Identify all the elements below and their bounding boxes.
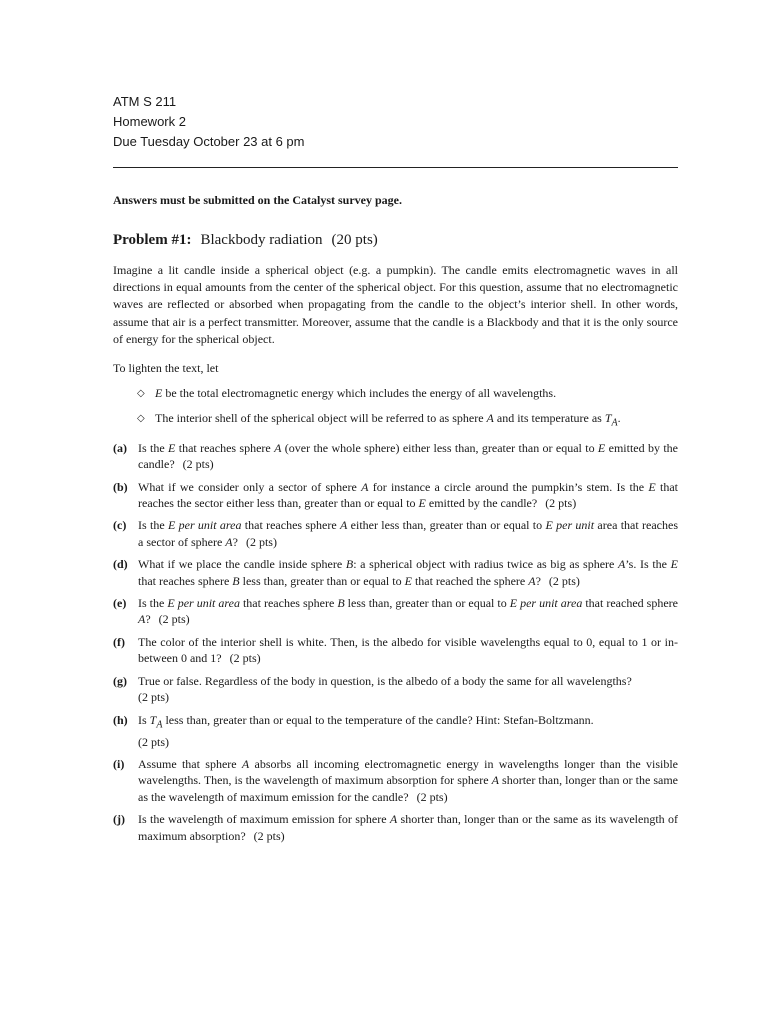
definition-item-sphere xyxy=(137,410,678,431)
problem-heading xyxy=(113,230,678,250)
question-points: (2 pts) xyxy=(245,534,277,549)
question-h xyxy=(113,712,678,750)
question-b xyxy=(113,479,678,511)
question-i xyxy=(113,756,678,805)
problem-number: Problem #1: xyxy=(113,232,192,248)
question-points: (2 pts) xyxy=(548,573,580,588)
question-text: The color of the interior shell is white. Then, is the albedo for visible wavelengths equal to 0, equal to 1 or in-between 0 and 1? (2 pts) xyxy=(138,635,678,666)
definition-text: and its temperature as xyxy=(493,411,605,426)
question-e xyxy=(113,595,678,627)
course-code: ATM S 211 xyxy=(113,94,177,109)
variable-e: E xyxy=(155,386,163,401)
question-text: Is the E that reaches sphere A (over the whole sphere) either less than, greater than or equal to E emitted by the candle? (2 pts) xyxy=(138,440,678,471)
problem-points: (20 pts) xyxy=(331,232,378,248)
definition-text: be the total electromagnetic energy which includes the energy of all wavelengths. xyxy=(162,386,557,401)
question-text: Is the E per unit area that reaches sphere A either less than, greater than or equal to E per unit area that reaches a sector of sphere A? (2 pts) xyxy=(138,518,678,549)
question-label: (g) xyxy=(113,674,127,689)
question-text: Assume that sphere A absorbs all incoming electromagnetic energy in wavelengths longer than the visible wavelengths. Then, is the wavelength of maximum absorption for sphere A shorter than, longer than or the same as the wavelength of maximum emission for the candle? (2 pts) xyxy=(138,757,678,804)
submission-notice: Answers must be submitted on the Catalyst survey page. xyxy=(113,193,403,207)
variable-t: T xyxy=(604,411,612,426)
question-f xyxy=(113,634,678,666)
diamond-bullet-icon: ◇ xyxy=(137,413,145,425)
question-text: Is $T_A$ less than, greater than or equal to the temperature of the candle? Hint: Stefan-Boltzmann. (2 pts) xyxy=(138,712,594,749)
question-points: (2 pts) xyxy=(253,828,285,843)
question-points: (2 pts) xyxy=(182,456,214,471)
question-label: (i) xyxy=(113,757,125,772)
variable-a: A xyxy=(486,411,494,426)
question-j xyxy=(113,811,678,843)
question-points: (2 pts) xyxy=(545,495,577,510)
document-header xyxy=(113,92,678,152)
question-text: What if we place the candle inside sphere B: a spherical object with radius twice as big as sphere A’s. Is the E that reaches sphere B less than, greater than or equal to E that reached the sphere A? (2 pts) xyxy=(138,557,678,588)
question-label: (c) xyxy=(113,518,127,533)
question-points: (2 pts) xyxy=(229,651,261,666)
definition-text: The interior shell of the spherical object will be referred to as sphere xyxy=(155,411,487,426)
question-label: (h) xyxy=(113,712,128,727)
due-date: Due Tuesday October 23 at 6 pm xyxy=(113,134,305,149)
question-label: (d) xyxy=(113,557,128,572)
question-label: (b) xyxy=(113,479,128,494)
question-points: (2 pts) xyxy=(138,734,169,749)
assignment-title: Homework 2 xyxy=(113,114,186,129)
lighten-text: To lighten the text, let xyxy=(113,361,219,376)
question-text: True or false. Regardless of the body in question, is the albedo of a body the same for all wavelengths? (2 pts) xyxy=(138,674,632,705)
variable-subscript: A xyxy=(611,417,618,429)
question-g xyxy=(113,673,678,705)
problem-title: Blackbody radiation xyxy=(200,232,323,248)
definition-list xyxy=(113,385,678,431)
question-label: (e) xyxy=(113,596,127,611)
header-divider xyxy=(113,167,678,168)
question-label: (f) xyxy=(113,635,125,650)
definition-item-energy xyxy=(137,385,678,402)
question-d xyxy=(113,556,678,588)
intro-paragraph: Imagine a lit candle inside a spherical object (e.g. a pumpkin). The candle emits electromagnetic waves in all directions in equal amounts from the center of the spherical object. For this question, assume that no electromagnetic waves are reflected or absorbed when propagating from the candle to the object’s interior shell. In other words, assume that air is a perfect transmitter. Moreover, assume that the candle is a Blackbody and that it is the only source of energy for the spherical object. xyxy=(113,263,678,346)
question-text: Is the E per unit area that reaches sphere B less than, greater than or equal to E per unit area that reached sphere A? (2 pts) xyxy=(138,596,678,627)
question-text: Is the wavelength of maximum emission for sphere A shorter than, longer than or the same as its wavelength of maximum absorption? (2 pts) xyxy=(138,812,678,843)
question-label: (a) xyxy=(113,440,127,455)
question-points: (2 pts) xyxy=(416,789,448,804)
question-c xyxy=(113,517,678,549)
definition-text: . xyxy=(617,411,621,426)
question-points: (2 pts) xyxy=(158,612,190,627)
document-page xyxy=(113,92,678,850)
question-text: What if we consider only a sector of sphere A for instance a circle around the pumpkin’s stem. Is the E that reaches the sector either less than, greater than or equal to E emitted by the candle? (2 pts) xyxy=(138,479,679,510)
question-a xyxy=(113,440,678,472)
question-points: (2 pts) xyxy=(138,690,169,705)
question-label: (j) xyxy=(113,812,125,827)
diamond-bullet-icon: ◇ xyxy=(137,388,145,400)
